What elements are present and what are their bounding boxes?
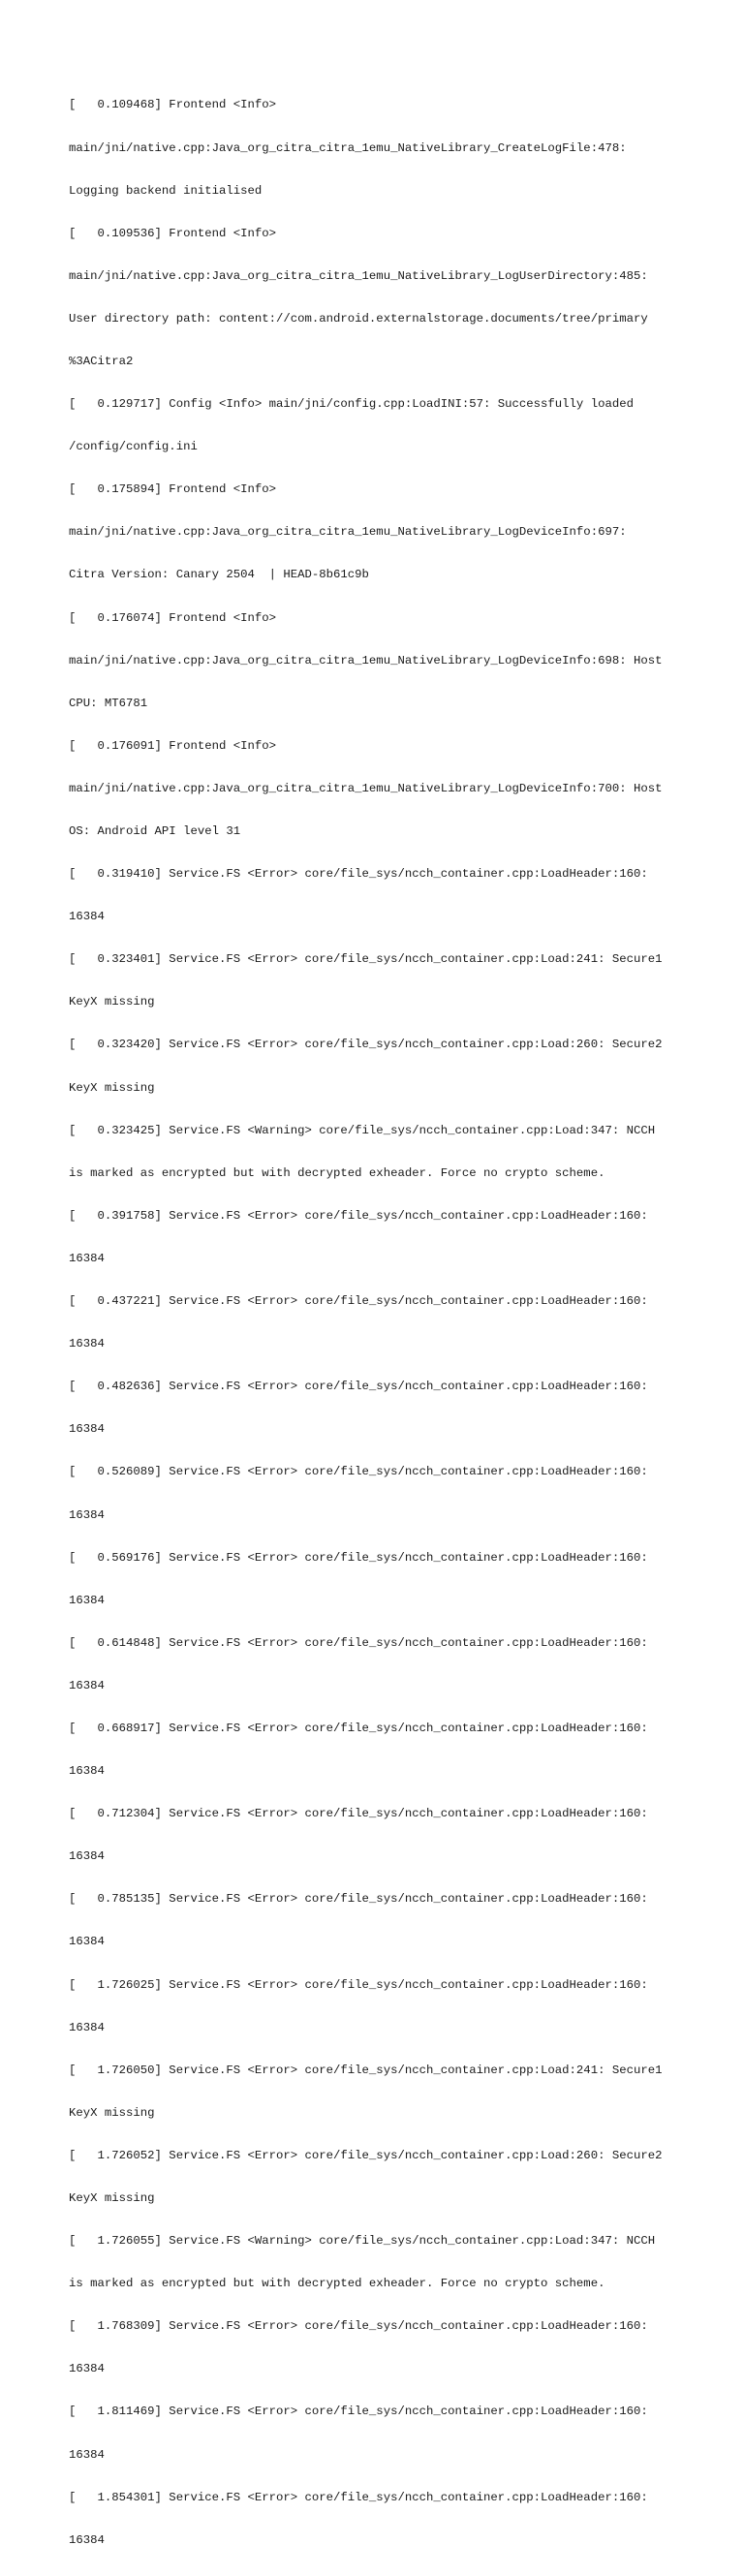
log-line: is marked as encrypted but with decrypted exheader. Force no crypto scheme. — [69, 1165, 605, 1180]
log-line: [ 0.391758] Service.FS <Error> core/file_sys/ncch_container.cpp:LoadHeader:160: — [69, 1208, 648, 1223]
log-line: KeyX missing — [69, 1080, 155, 1095]
log-line: [ 1.854301] Service.FS <Error> core/file_sys/ncch_container.cpp:LoadHeader:160: — [69, 2490, 648, 2504]
log-line: [ 0.437221] Service.FS <Error> core/file_sys/ncch_container.cpp:LoadHeader:160: — [69, 1294, 648, 1309]
log-line: [ 0.323401] Service.FS <Error> core/file_sys/ncch_container.cpp:Load:241: Secure1 — [69, 952, 663, 967]
log-line: main/jni/native.cpp:Java_org_citra_citra_1emu_NativeLibrary_CreateLogFile:478: — [69, 140, 627, 155]
log-line: OS: Android API level 31 — [69, 824, 241, 838]
log-line: main/jni/native.cpp:Java_org_citra_citra_1emu_NativeLibrary_LogUserDirectory:485: — [69, 268, 648, 283]
log-line: [ 0.323425] Service.FS <Warning> core/file_sys/ncch_container.cpp:Load:347: NCCH — [69, 1123, 656, 1137]
log-line: User directory path: content://com.android.externalstorage.documents/tree/primary — [69, 311, 648, 326]
log-line: 16384 — [69, 1593, 105, 1607]
log-line: CPU: MT6781 — [69, 696, 148, 710]
log-line: main/jni/native.cpp:Java_org_citra_citra_1emu_NativeLibrary_LogDeviceInfo:697: — [69, 525, 627, 540]
log-line: [ 0.482636] Service.FS <Error> core/file_sys/ncch_container.cpp:LoadHeader:160: — [69, 1380, 648, 1394]
log-line: /config/config.ini — [69, 440, 198, 454]
log-line: KeyX missing — [69, 2105, 155, 2120]
log-line: 16384 — [69, 1251, 105, 1265]
log-line: [ 1.726052] Service.FS <Error> core/file_sys/ncch_container.cpp:Load:260: Secure2 — [69, 2148, 663, 2162]
log-line: KeyX missing — [69, 995, 155, 1009]
log-line: 16384 — [69, 2447, 105, 2462]
log-line: [ 0.526089] Service.FS <Error> core/file_sys/ncch_container.cpp:LoadHeader:160: — [69, 1465, 648, 1479]
log-line: 16384 — [69, 2532, 105, 2547]
log-line: [ 0.175894] Frontend <Info> — [69, 482, 277, 497]
log-line: [ 0.319410] Service.FS <Error> core/file_sys/ncch_container.cpp:LoadHeader:160: — [69, 867, 648, 882]
log-line: 16384 — [69, 910, 105, 924]
log-line: [ 1.726025] Service.FS <Error> core/file_sys/ncch_container.cpp:LoadHeader:160: — [69, 1977, 648, 1992]
log-line: [ 0.129717] Config <Info> main/jni/config.cpp:LoadINI:57: Successfully loaded — [69, 397, 634, 412]
log-line: [ 0.569176] Service.FS <Error> core/file_sys/ncch_container.cpp:LoadHeader:160: — [69, 1550, 648, 1565]
log-line: 16384 — [69, 2020, 105, 2034]
log-line: 16384 — [69, 1764, 105, 1779]
log-line: main/jni/native.cpp:Java_org_citra_citra_1emu_NativeLibrary_LogDeviceInfo:698: Host — [69, 653, 663, 667]
log-line: %3ACitra2 — [69, 354, 134, 368]
log-line: [ 1.811469] Service.FS <Error> core/file_sys/ncch_container.cpp:LoadHeader:160: — [69, 2405, 648, 2419]
log-line: is marked as encrypted but with decrypted exheader. Force no crypto scheme. — [69, 2277, 605, 2291]
log-line: 16384 — [69, 2362, 105, 2376]
log-line: 16384 — [69, 1337, 105, 1351]
log-line: [ 1.726050] Service.FS <Error> core/file_sys/ncch_container.cpp:Load:241: Secure1 — [69, 2063, 663, 2077]
log-line: [ 0.712304] Service.FS <Error> core/file_sys/ncch_container.cpp:LoadHeader:160: — [69, 1807, 648, 1821]
log-text — [69, 70, 708, 2576]
log-line: [ 0.109468] Frontend <Info> — [69, 98, 277, 112]
log-line: main/jni/native.cpp:Java_org_citra_citra_1emu_NativeLibrary_LogDeviceInfo:700: Host — [69, 781, 663, 795]
log-line: Citra Version: Canary 2504 | HEAD-8b61c9b — [69, 568, 369, 582]
log-line: [ 0.109536] Frontend <Info> — [69, 226, 277, 240]
log-line: [ 0.176074] Frontend <Info> — [69, 610, 277, 625]
log-line: Logging backend initialised — [69, 183, 263, 198]
log-line: [ 0.176091] Frontend <Info> — [69, 738, 277, 753]
log-line: KeyX missing — [69, 2191, 155, 2205]
log-line: [ 1.768309] Service.FS <Error> core/file_sys/ncch_container.cpp:LoadHeader:160: — [69, 2319, 648, 2334]
log-line: 16384 — [69, 1935, 105, 1949]
log-line: 16384 — [69, 1422, 105, 1437]
log-line: [ 0.668917] Service.FS <Error> core/file_sys/ncch_container.cpp:LoadHeader:160: — [69, 1721, 648, 1735]
log-line: [ 0.323420] Service.FS <Error> core/file_sys/ncch_container.cpp:Load:260: Secure2 — [69, 1038, 663, 1052]
log-line: 16384 — [69, 1507, 105, 1522]
log-line: 16384 — [69, 1849, 105, 1864]
log-line: [ 1.726055] Service.FS <Warning> core/file_sys/ncch_container.cpp:Load:347: NCCH — [69, 2234, 656, 2249]
log-line: [ 0.785135] Service.FS <Error> core/file_sys/ncch_container.cpp:LoadHeader:160: — [69, 1892, 648, 1907]
log-line: [ 0.614848] Service.FS <Error> core/file_sys/ncch_container.cpp:LoadHeader:160: — [69, 1635, 648, 1650]
log-line: 16384 — [69, 1678, 105, 1692]
